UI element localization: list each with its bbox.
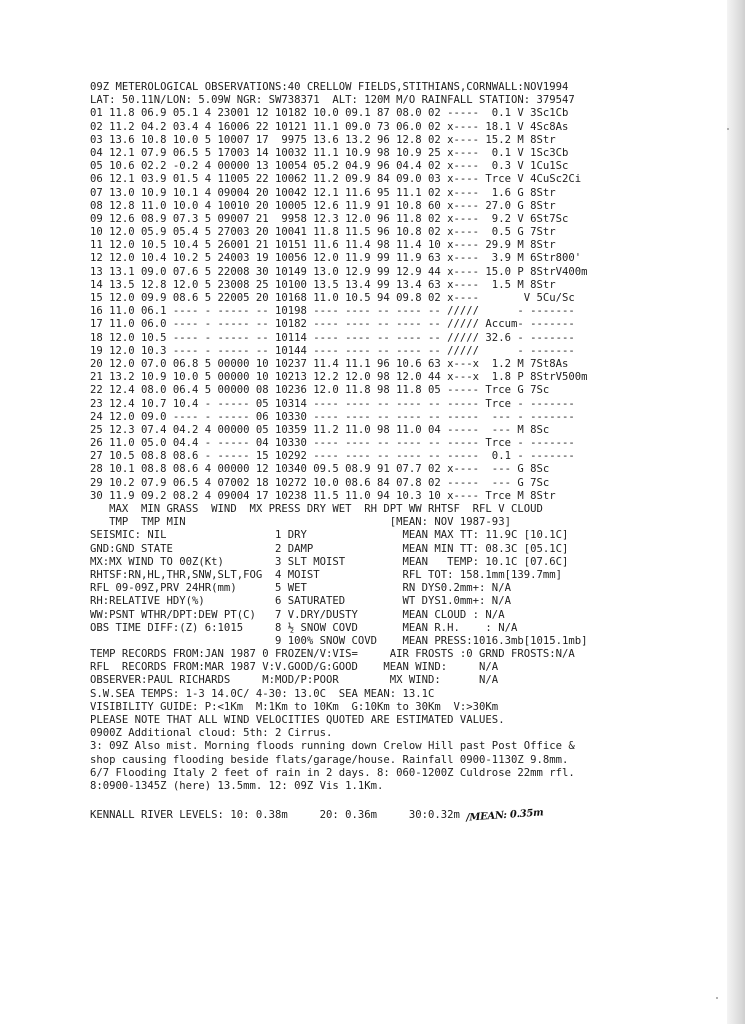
records-line: 0900Z Additional cloud: 5th: 2 Cirrus.: [90, 727, 333, 740]
legend-and-summary: [90, 529, 730, 648]
table-row: 18 12.0 10.5 ---- - ----- -- 10114 ---- ---- -- ---- -- ///// 32.6 - -------: [90, 331, 575, 344]
legend-line: 9 100% SNOW COVD MEAN PRESS:1016.3mb[1015.1mb]: [90, 634, 588, 647]
river-levels-text: KENNALL RIVER LEVELS: 10: 0.38m 20: 0.36m 30:0.32m: [90, 809, 460, 822]
table-row: 23 12.4 10.7 10.4 - ----- 05 10314 ---- ---- -- ---- -- ----- Trce - -------: [90, 397, 575, 410]
records-line: PLEASE NOTE THAT ALL WIND VELOCITIES QUOTED ARE ESTIMATED VALUES.: [90, 714, 505, 726]
legend-line: RHTSF:RN,HL,THR,SNW,SLT,FOG 4 MOIST RFL TOT: 158.1mm[139.7mm]: [90, 568, 562, 581]
table-row: 09 12.6 08.9 07.3 5 09007 21 9958 12.3 12.0 96 11.8 02 x---- 9.2 V 6St7Sc: [90, 212, 569, 225]
legend-line: GND:GND STATE 2 DAMP MEAN MIN TT: 08.3C [05.1C]: [90, 542, 569, 555]
table-row: 06 12.1 03.9 01.5 4 11005 22 10062 11.2 09.9 84 09.0 03 x---- Trce V 4CuSc2Ci: [90, 173, 582, 186]
legend-line: OBS TIME DIFF:(Z) 6:1015 8 ½ SNOW COVD MEAN R.H. : N/A: [90, 621, 518, 634]
column-header-line: MAX MIN GRASS WIND MX PRESS DRY WET RH DPT WW RHTSF RFL V CLOUD: [90, 503, 543, 515]
daily-observations-table: [90, 107, 730, 503]
notes-section: [90, 740, 730, 793]
note-line: 3: 09Z Also mist. Morning floods running down Crelow Hill past Post Office &: [90, 740, 575, 753]
table-row: 13 13.1 09.0 07.6 5 22008 30 10149 13.0 12.9 99 12.9 44 x---- 15.0 P 8StrV400m: [90, 265, 588, 278]
table-row: 14 13.5 12.8 12.0 5 23008 25 10100 13.5 13.4 99 13.4 63 x---- 1.5 M 8Str: [90, 278, 556, 291]
note-line: 6/7 Flooding Italy 2 feet of rain in 2 days. 8: 060-1200Z Culdrose 22mm rfl.: [90, 766, 575, 779]
observation-sheet: [90, 81, 730, 822]
table-row: 17 11.0 06.0 ---- - ----- -- 10182 ---- ---- -- ---- -- ///// Accum- -------: [90, 318, 575, 331]
note-line: shop causing flooding beside flats/garage/house. Rainfall 0900-1130Z 9.8mm.: [90, 753, 569, 766]
records-line: TEMP RECORDS FROM:JAN 1987 0 FROZEN/V:VIS= AIR FROSTS :0 GRND FROSTS:N/A: [90, 648, 575, 661]
legend-line: SEISMIC: NIL 1 DRY MEAN MAX TT: 11.9C [10.1C]: [90, 529, 569, 542]
header-line: LAT: 50.11N/LON: 5.09W NGR: SW738371 ALT: 120M M/O RAINFALL STATION: 379547: [90, 94, 575, 107]
table-row: 21 13.2 10.9 10.0 5 00000 10 10213 12.2 12.0 98 12.0 44 x---x 1.8 P 8StrV500m: [90, 371, 588, 384]
table-row: 20 12.0 07.0 06.8 5 00000 10 10237 11.4 11.1 96 10.6 63 x---x 1.2 M 7St8As: [90, 357, 569, 370]
table-row: 08 12.8 11.0 10.0 4 10010 20 10005 12.6 11.9 91 10.8 60 x---- 27.0 G 8Str: [90, 199, 556, 212]
table-row: 19 12.0 10.3 ---- - ----- -- 10144 ---- ---- -- ---- -- ///// - -------: [90, 344, 575, 357]
table-row: 28 10.1 08.8 08.6 4 00000 12 10340 09.5 08.9 91 07.7 02 x---- --- G 8Sc: [90, 463, 550, 476]
scan-speck: [716, 997, 718, 999]
legend-line: RFL 09-09Z,PRV 24HR(mm) 5 WET RN DYS0.2mm+: N/A: [90, 582, 511, 595]
table-row: 30 11.9 09.2 08.2 4 09004 17 10238 11.5 11.0 94 10.3 10 x---- Trce M 8Str: [90, 489, 556, 502]
records-section: [90, 648, 730, 740]
table-row: 12 12.0 10.4 10.2 5 24003 19 10056 12.0 11.9 99 11.9 63 x---- 3.9 M 6Str800': [90, 252, 582, 265]
table-row: 15 12.0 09.9 08.6 5 22005 20 10168 11.0 10.5 94 09.8 02 x---- V 5Cu/Sc: [90, 292, 575, 304]
table-row: 01 11.8 06.9 05.1 4 23001 12 10182 10.0 09.1 87 08.0 02 ----- 0.1 V 3Sc1Cb: [90, 107, 569, 120]
table-row: 02 11.2 04.2 03.4 4 16006 22 10121 11.1 09.0 73 06.0 02 x---- 18.1 V 4Sc8As: [90, 120, 569, 133]
sheet-header: [90, 81, 730, 107]
table-row: 26 11.0 05.0 04.4 - ----- 04 10330 ---- ---- -- ---- -- ----- Trce - -------: [90, 437, 575, 450]
column-headers: [90, 503, 730, 529]
header-line: 09Z METEROLOGICAL OBSERVATIONS:40 CRELLOW FIELDS,STITHIANS,CORNWALL:NOV1994: [90, 81, 569, 93]
table-row: 27 10.5 08.8 08.6 - ----- 15 10292 ---- ---- -- ---- -- ----- 0.1 - -------: [90, 450, 575, 463]
records-line: RFL RECORDS FROM:MAR 1987 V:V.GOOD/G:GOOD MEAN WIND: N/A: [90, 661, 499, 674]
table-row: 04 12.1 07.9 06.5 5 17003 14 10032 11.1 10.9 98 10.9 25 x---- 0.1 V 1Sc3Cb: [90, 146, 569, 159]
table-row: 25 12.3 07.4 04.2 4 00000 05 10359 11.2 11.0 98 11.0 04 ----- --- M 8Sc: [90, 423, 550, 436]
table-row: 22 12.4 08.0 06.4 5 00000 08 10236 12.0 11.8 98 11.8 05 ----- Trce G 7Sc: [90, 384, 550, 397]
table-row: 11 12.0 10.5 10.4 5 26001 21 10151 11.6 11.4 98 11.4 10 x---- 29.9 M 8Str: [90, 239, 556, 252]
table-row: 10 12.0 05.9 05.4 5 27003 20 10041 11.8 11.5 96 10.8 02 x---- 0.5 G 7Str: [90, 226, 556, 239]
table-row: 07 13.0 10.9 10.1 4 09004 20 10042 12.1 11.6 95 11.1 02 x---- 1.6 G 8Str: [90, 186, 556, 199]
handwritten-mean-annotation: /MEAN: 0.35m: [465, 807, 544, 824]
table-row: 03 13.6 10.8 10.0 5 10007 17 9975 13.6 13.2 96 12.8 02 x---- 15.2 M 8Str: [90, 133, 556, 146]
river-levels: [90, 809, 730, 822]
table-row: 29 10.2 07.9 06.5 4 07002 18 10272 10.0 08.6 84 07.8 02 ----- --- G 7Sc: [90, 476, 550, 489]
legend-line: MX:MX WIND TO 00Z(Kt) 3 SLT MOIST MEAN TEMP: 10.1C [07.6C]: [90, 555, 569, 568]
column-header-line: TMP TMP MIN [MEAN: NOV 1987-93]: [90, 516, 511, 529]
records-line: OBSERVER:PAUL RICHARDS M:MOD/P:POOR MX WIND: N/A: [90, 674, 499, 687]
legend-line: WW:PSNT WTHR/DPT:DEW PT(C) 7 V.DRY/DUSTY MEAN CLOUD : N/A: [90, 608, 505, 621]
records-line: VISIBILITY GUIDE: P:<1Km M:1Km to 10Km G:10Km to 30Km V:>30Km: [90, 700, 499, 713]
table-row: 16 11.0 06.1 ---- - ----- -- 10198 ---- ---- -- ---- -- ///// - -------: [90, 305, 575, 318]
table-row: 05 10.6 02.2 -0.2 4 00000 13 10054 05.2 04.9 96 04.4 02 x---- 0.3 V 1Cu1Sc: [90, 160, 569, 173]
legend-line: RH:RELATIVE HDY(%) 6 SATURATED WT DYS1.0mm+: N/A: [90, 595, 511, 608]
table-row: 24 12.0 09.0 ---- - ----- 06 10330 ---- ---- -- ---- -- ----- --- - -------: [90, 410, 575, 423]
records-line: S.W.SEA TEMPS: 1-3 14.0C/ 4-30: 13.0C SEA MEAN: 13.1C: [90, 687, 435, 700]
note-line: 8:0900-1345Z (here) 13.5mm. 12: 09Z Vis 1.1Km.: [90, 779, 384, 792]
